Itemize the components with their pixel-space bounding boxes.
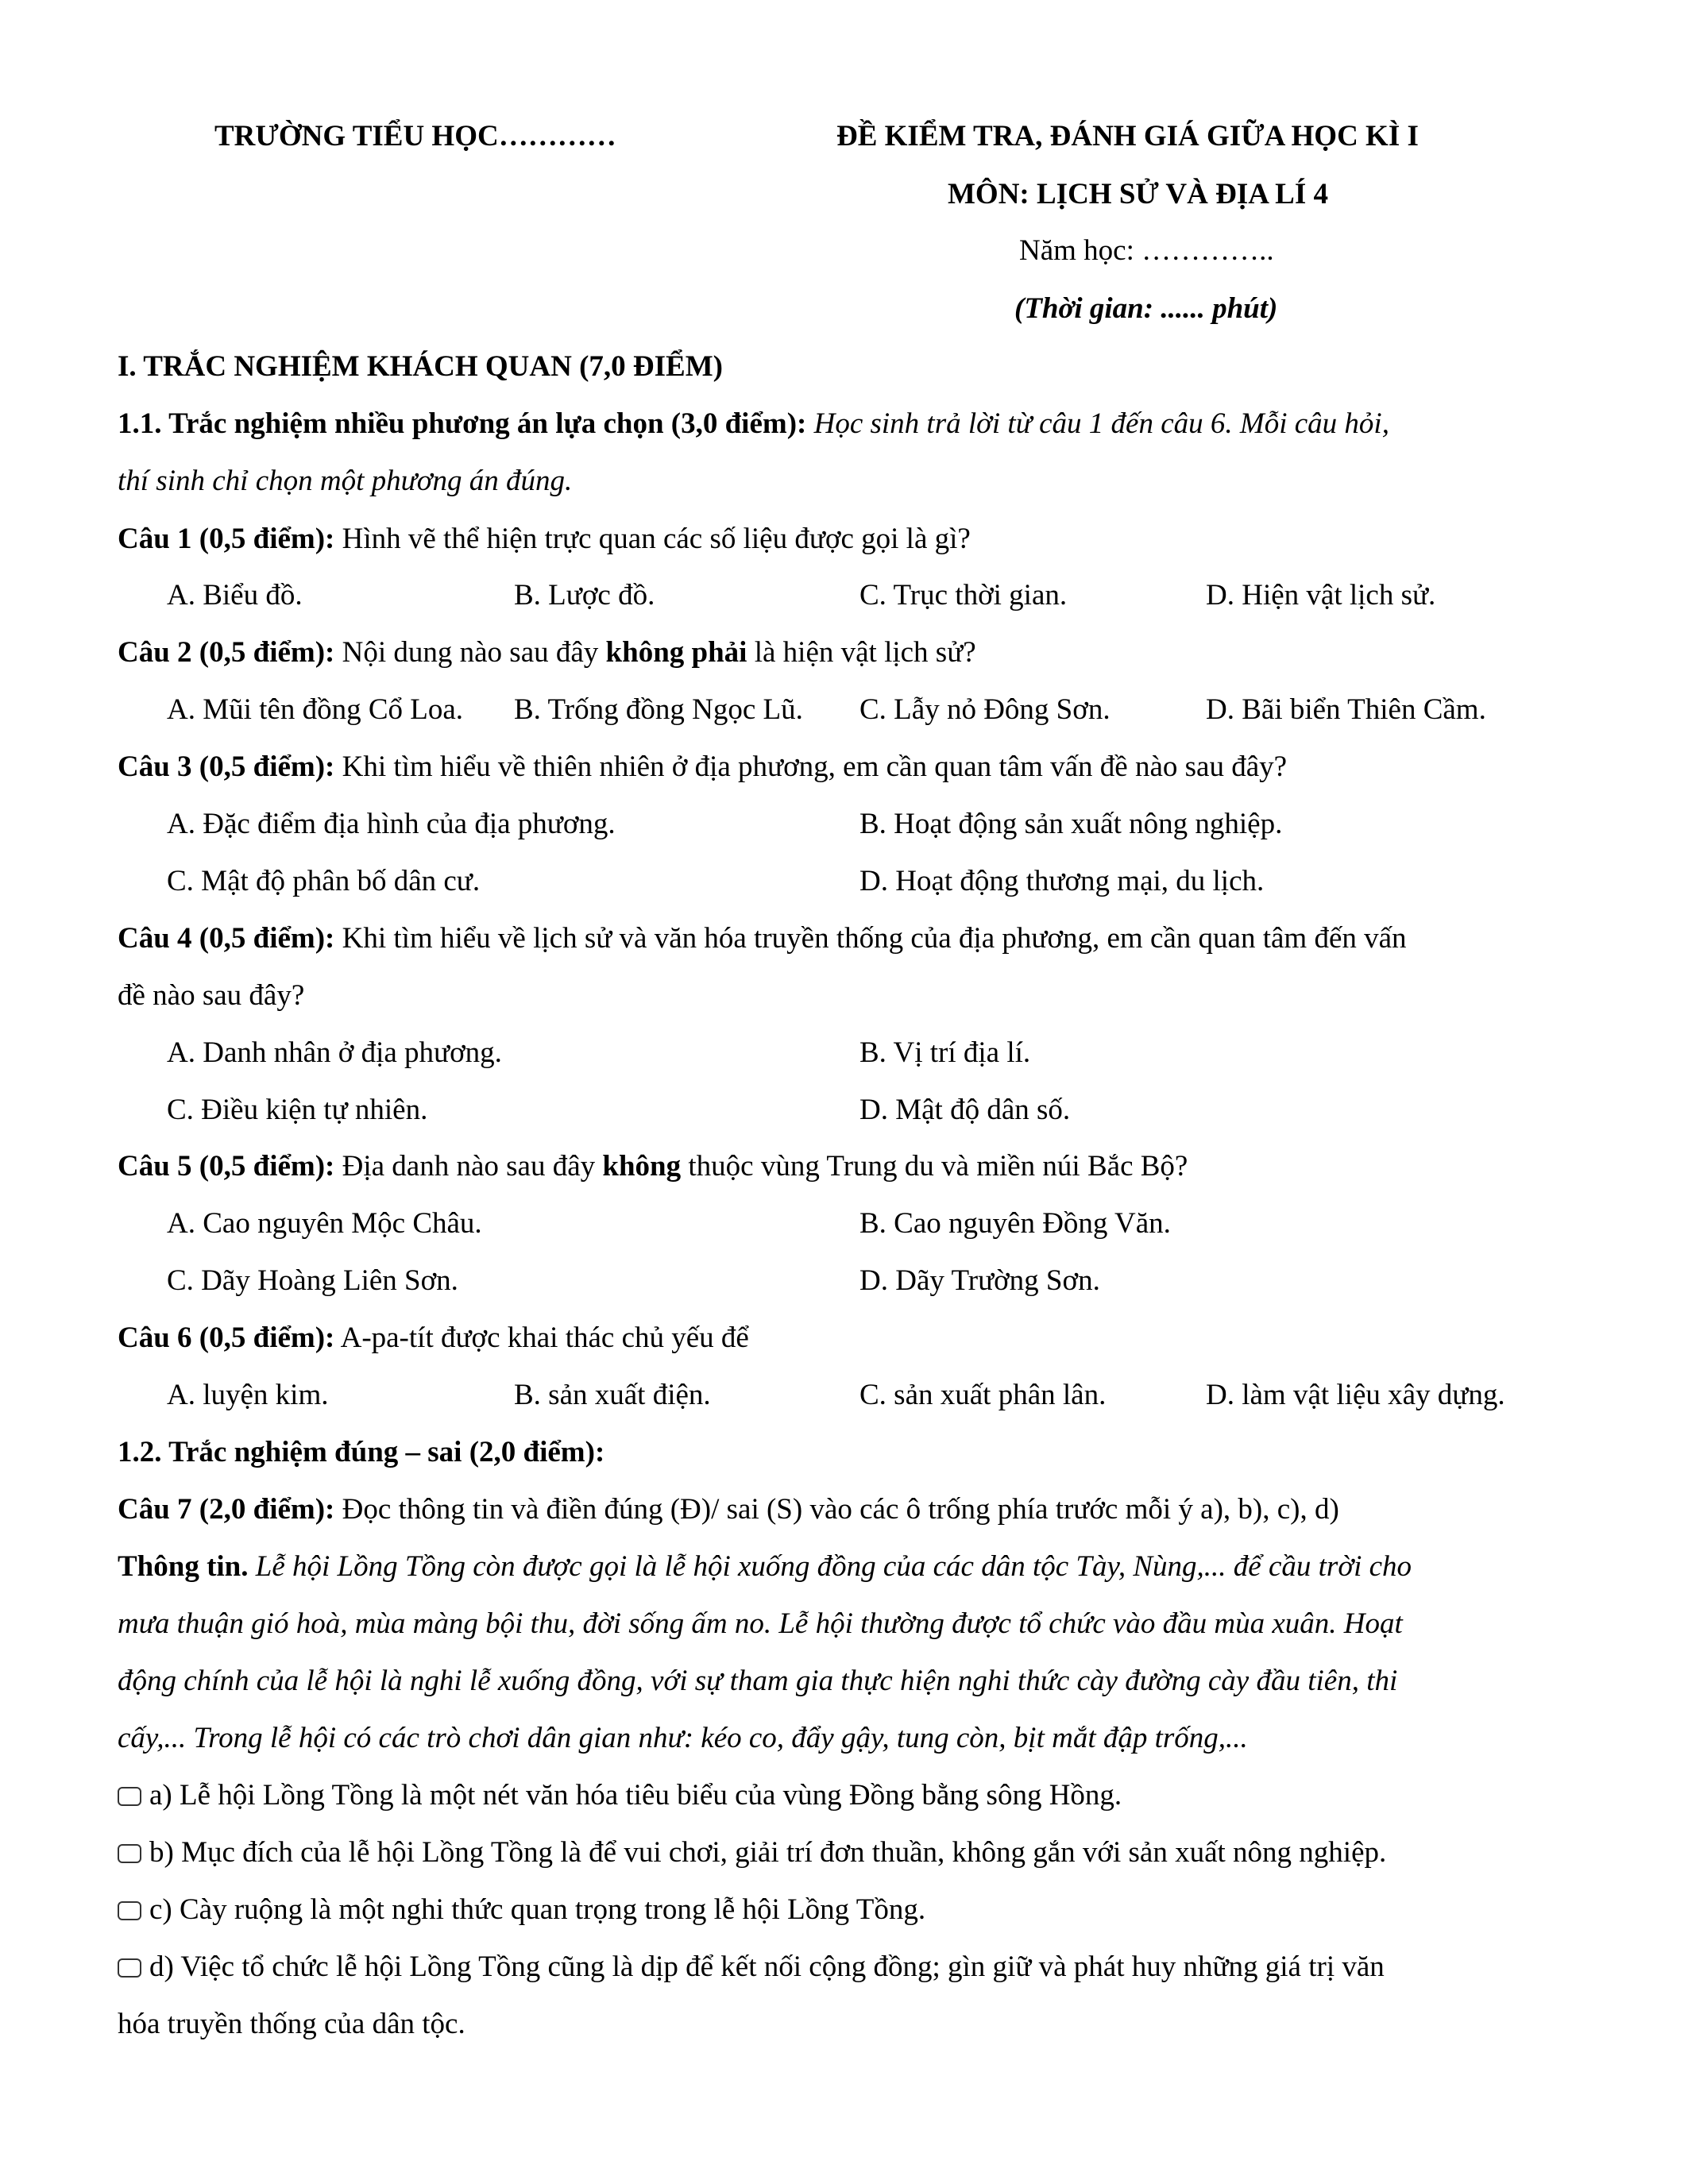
q2-option-a: A. Mũi tên đồng Cổ Loa.	[167, 693, 464, 726]
q4-option-b: B. Vị trí địa lí.	[859, 1036, 1031, 1069]
section-title: I. TRẮC NGHIỆM KHÁCH QUAN (7,0 ĐIỂM)	[118, 350, 723, 383]
q1-option-b: B. Lược đồ.	[514, 579, 655, 612]
question-5: Câu 5 (0,5 điểm): Địa danh nào sau đây không thuộc vùng Trung du và miền núi Bắc Bộ?	[118, 1150, 1188, 1183]
statement-c: c) Cày ruộng là một nghi thức quan trọng trong lễ hội Lồng Tồng.	[118, 1895, 925, 1924]
q2-option-b: B. Trống đồng Ngọc Lũ.	[514, 693, 803, 726]
statement-d: d) Việc tổ chức lễ hội Lồng Tồng cũng là dịp để kết nối cộng đồng; gìn giữ và phát huy những giá trị văn	[118, 1952, 1385, 1981]
question-2: Câu 2 (0,5 điểm): Nội dung nào sau đây không phải là hiện vật lịch sử?	[118, 636, 976, 669]
q1-option-a: A. Biểu đồ.	[167, 579, 303, 612]
answer-checkbox-c[interactable]	[118, 1901, 141, 1920]
q6-option-a: A. luyện kim.	[167, 1379, 329, 1411]
answer-checkbox-b[interactable]	[118, 1844, 141, 1863]
part1-instruction-cont: thí sinh chỉ chọn một phương án đúng.	[118, 465, 573, 497]
statement-a: a) Lễ hội Lồng Tồng là một nét văn hóa tiêu biểu của vùng Đồng bằng sông Hồng.	[118, 1781, 1122, 1810]
question-3: Câu 3 (0,5 điểm): Khi tìm hiểu về thiên nhiên ở địa phương, em cần quan tâm vấn đề nào sau đây?	[118, 751, 1288, 783]
info-line-3: động chính của lễ hội là nghi lễ xuống đồng, với sự tham gia thực hiện nghi thức cày đường cày đầu tiên, thi	[118, 1665, 1398, 1697]
q2-option-c: C. Lẫy nỏ Đông Sơn.	[859, 693, 1111, 726]
statement-d-cont: hóa truyền thống của dân tộc.	[118, 2008, 465, 2040]
q5-option-a: A. Cao nguyên Mộc Châu.	[167, 1207, 482, 1240]
question-1: Câu 1 (0,5 điểm): Hình vẽ thể hiện trực quan các số liệu được gọi là gì?	[118, 523, 971, 555]
subject-title: MÔN: LỊCH SỬ VÀ ĐỊA LÍ 4	[948, 178, 1328, 210]
q4-option-a: A. Danh nhân ở địa phương.	[167, 1036, 502, 1069]
question-4: Câu 4 (0,5 điểm): Khi tìm hiểu về lịch sử và văn hóa truyền thống của địa phương, em cần quan tâm đến vấn	[118, 922, 1407, 955]
q5-option-d: D. Dãy Trường Sơn.	[859, 1264, 1100, 1297]
part1-heading	[118, 409, 1389, 438]
question-7: Câu 7 (2,0 điểm): Đọc thông tin và điền đúng (Đ)/ sai (S) vào các ô trống phía trước mỗi ý a), b), c), d)	[118, 1493, 1339, 1526]
q5-option-c: C. Dãy Hoàng Liên Sơn.	[167, 1264, 458, 1297]
question-6: Câu 6 (0,5 điểm): A-pa-tít được khai thác chủ yếu để	[118, 1322, 749, 1354]
q2-option-d: D. Bãi biển Thiên Cầm.	[1206, 693, 1486, 726]
q1-option-d: D. Hiện vật lịch sử.	[1206, 579, 1436, 612]
info-line-2: mưa thuận gió hoà, mùa màng bội thu, đời sống ấm no. Lễ hội thường được tổ chức vào đầu mùa xuân. Hoạt	[118, 1607, 1403, 1640]
answer-checkbox-d[interactable]	[118, 1958, 141, 1978]
part2-heading: 1.2. Trắc nghiệm đúng – sai (2,0 điểm):	[118, 1436, 605, 1468]
q3-option-a: A. Đặc điểm địa hình của địa phương.	[167, 808, 616, 840]
q4-option-c: C. Điều kiện tự nhiên.	[167, 1094, 428, 1126]
exam-title: ĐỀ KIỂM TRA, ĐÁNH GIÁ GIỮA HỌC KÌ I	[836, 120, 1419, 152]
part1-label: 1.1. Trắc nghiệm nhiều phương án lựa chọn (3,0 điểm):	[118, 407, 807, 440]
q5-option-b: B. Cao nguyên Đồng Văn.	[859, 1207, 1171, 1240]
q6-option-c: C. sản xuất phân lân.	[859, 1379, 1107, 1411]
statement-b: b) Mục đích của lễ hội Lồng Tồng là để vui chơi, giải trí đơn thuần, không gắn với sản xuất nông nghiệp.	[118, 1838, 1386, 1867]
part1-instruction: Học sinh trả lời từ câu 1 đến câu 6. Mỗi câu hỏi,	[813, 407, 1389, 440]
answer-checkbox-a[interactable]	[118, 1787, 141, 1806]
school-name: TRƯỜNG TIỂU HỌC…………	[214, 120, 616, 152]
exam-time: (Thời gian: ...... phút)	[1014, 292, 1278, 325]
info-label: Thông tin.	[118, 1550, 249, 1583]
school-year: Năm học: …………..	[1019, 234, 1274, 267]
q4-option-d: D. Mật độ dân số.	[859, 1094, 1071, 1126]
q3-option-c: C. Mật độ phân bố dân cư.	[167, 865, 481, 897]
q6-option-d: D. làm vật liệu xây dựng.	[1206, 1379, 1505, 1411]
q3-option-d: D. Hoạt động thương mại, du lịch.	[859, 865, 1265, 897]
info-line-4: cấy,... Trong lễ hội có các trò chơi dân gian như: kéo co, đẩy gậy, tung còn, bịt mắt đập trống,...	[118, 1722, 1248, 1754]
q1-option-c: C. Trục thời gian.	[859, 579, 1068, 612]
info-line-1: Thông tin. Lễ hội Lồng Tồng còn được gọi là lễ hội xuống đồng của các dân tộc Tày, Nùng,... để cầu trời cho	[118, 1550, 1412, 1583]
question-4-cont: đề nào sau đây?	[118, 979, 305, 1012]
q3-option-b: B. Hoạt động sản xuất nông nghiệp.	[859, 808, 1283, 840]
q6-option-b: B. sản xuất điện.	[514, 1379, 711, 1411]
